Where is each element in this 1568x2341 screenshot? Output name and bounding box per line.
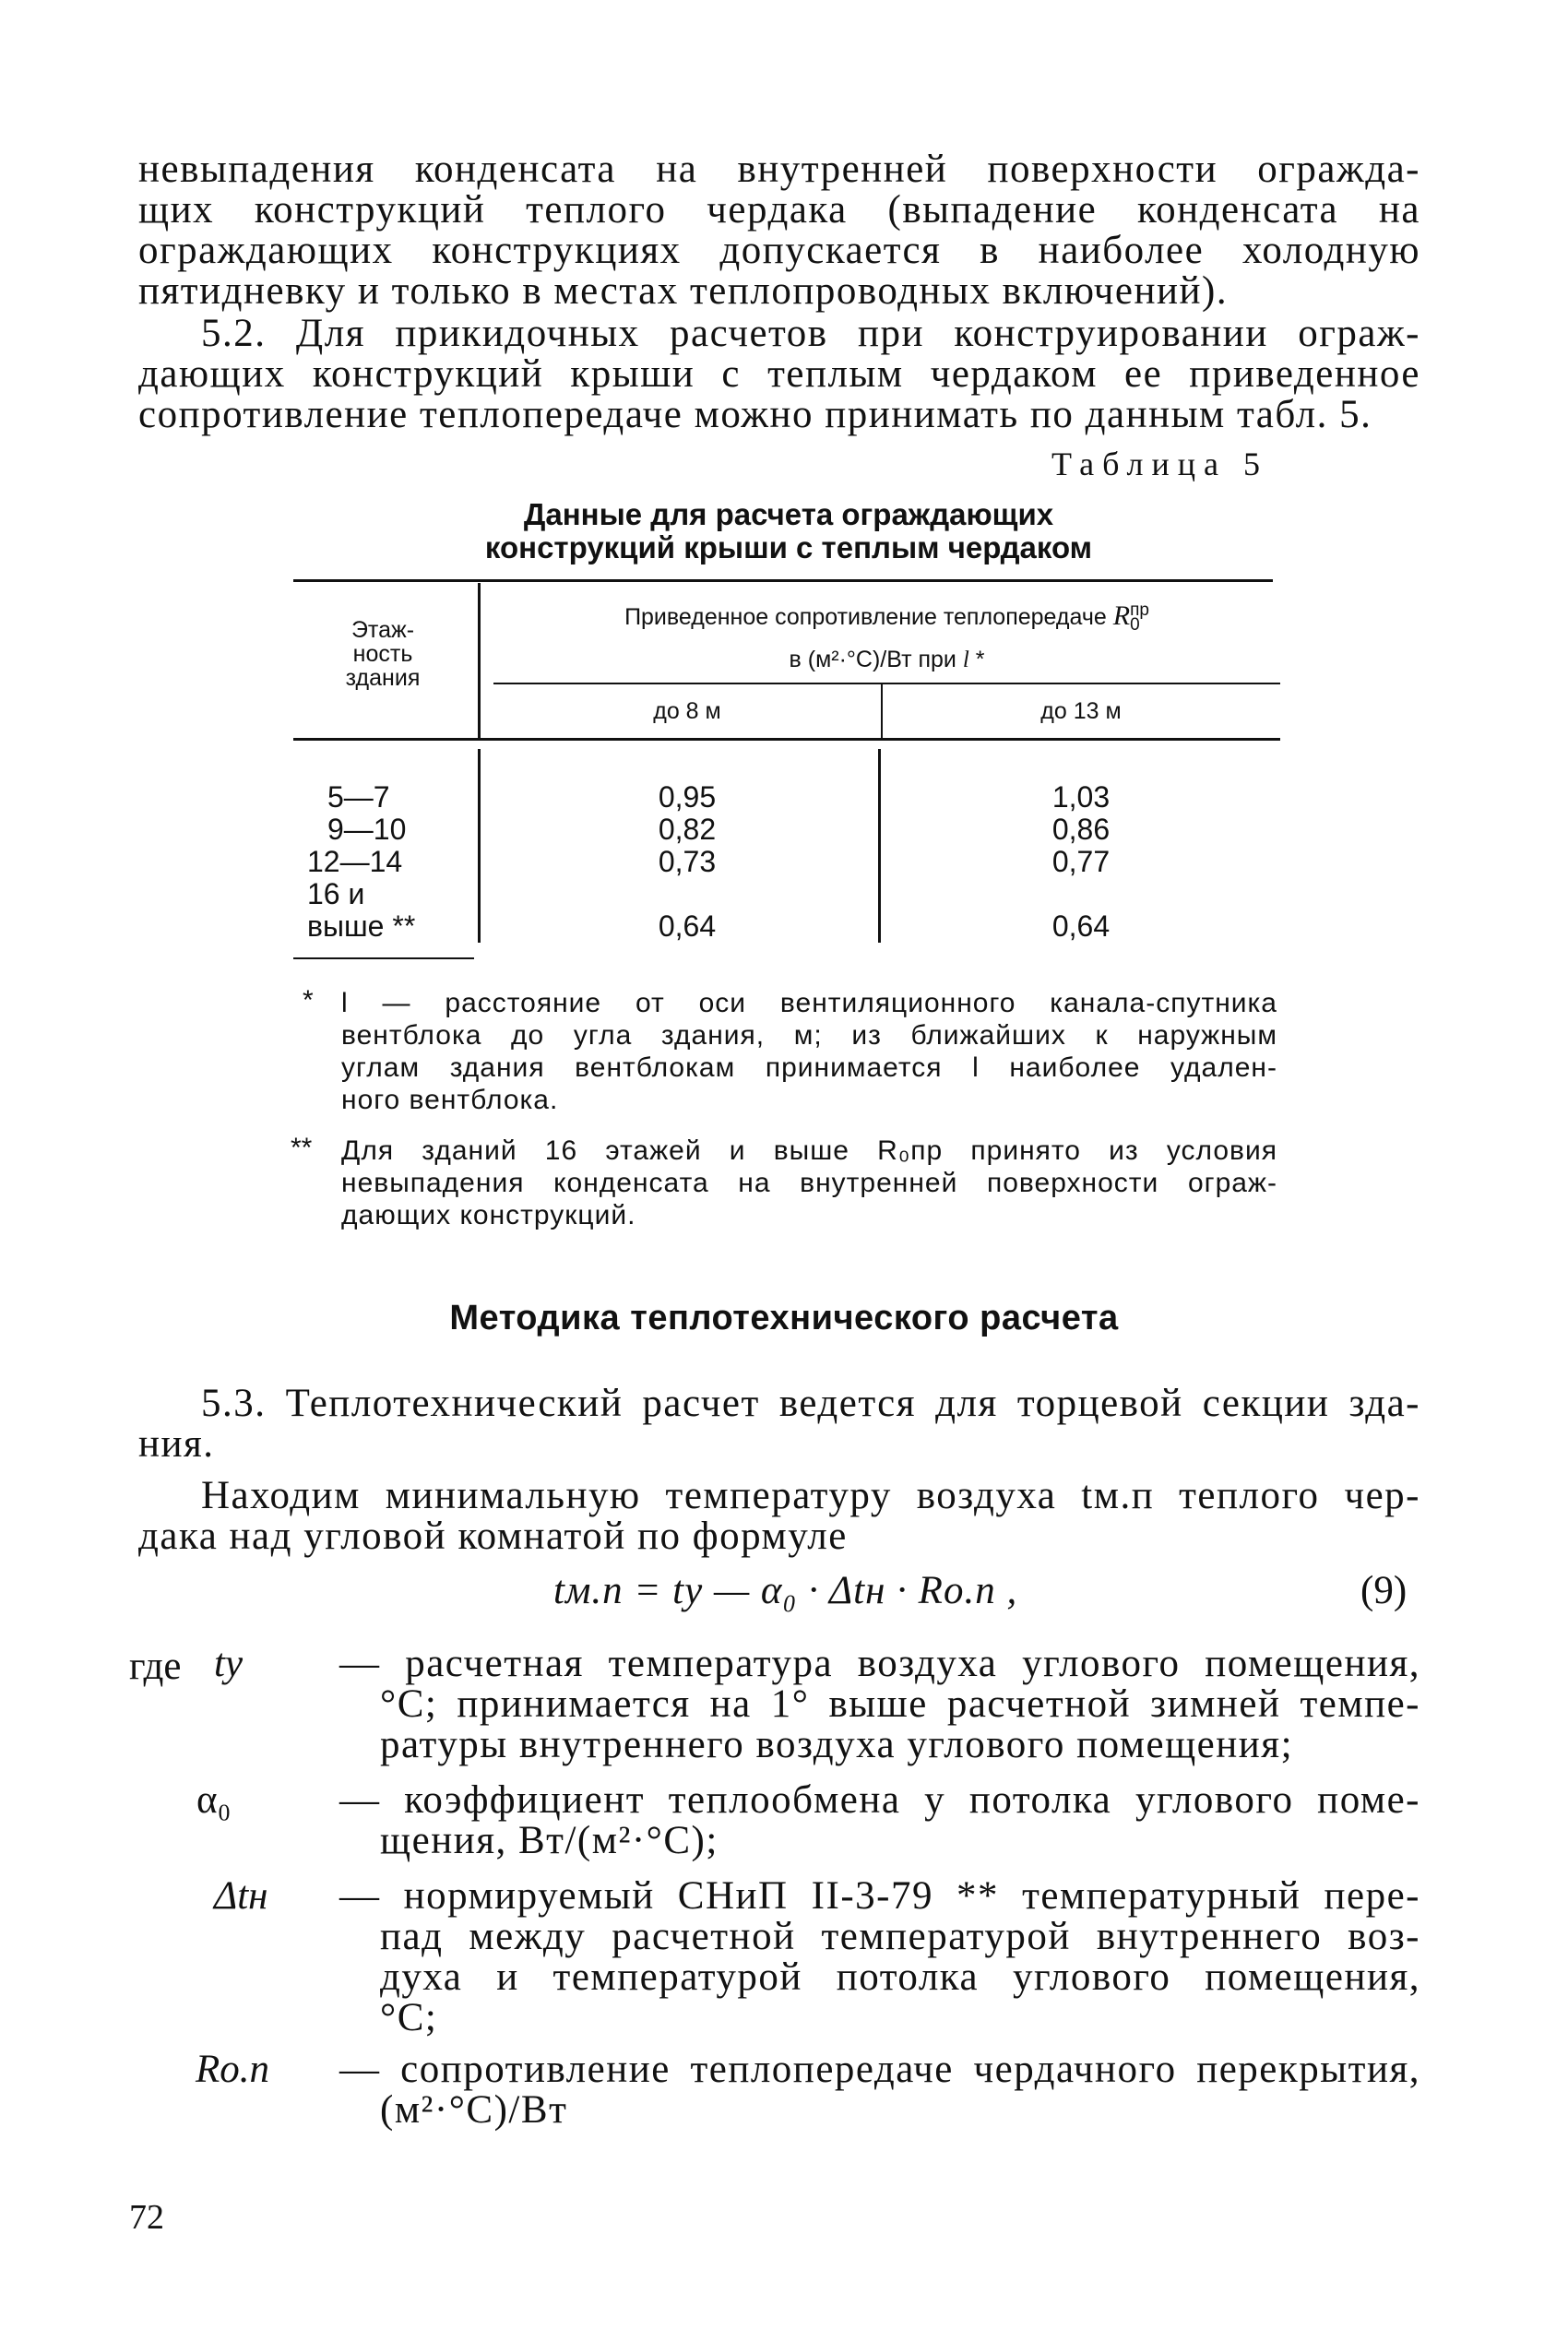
definition-symbol: α₀ <box>196 1778 232 1822</box>
footnote-line: дающих конструкций. <box>341 1200 636 1230</box>
para-find-line: дака над угловой комнатой по формуле <box>138 1515 848 1558</box>
table-column-8m <box>493 781 881 943</box>
paragraph-5-3 <box>138 1384 1420 1465</box>
footnote-2-mark: ** <box>291 1133 313 1163</box>
footnote-line: вентблока до угла здания, м; из ближайших к наружным <box>341 1020 1277 1051</box>
footnote-2 <box>341 1135 1277 1231</box>
table-cell-value: 1,03 <box>1051 780 1111 814</box>
intro-line: невыпадения конденсата на внутренней поверхности огражда- <box>138 148 1420 191</box>
intro-paragraph <box>138 149 1420 312</box>
definition-text: — расчетная температура воздуха углового помещения, °С; принимается на 1° выше расчетной зимней темпе- ратуры внутреннего воздуха углового помещения; <box>339 1642 1420 1766</box>
formula: tм.п = tу — α₀ · Δtн · Rо.п , <box>553 1569 1018 1612</box>
table-label: Таблица 5 <box>1051 446 1268 482</box>
definition-symbol: Rо.п <box>196 2048 270 2091</box>
table-title-line: конструкций крыши с теплым чердаком <box>484 530 1093 564</box>
group-header-text: Приведенное сопротивление теплопередаче <box>624 604 1107 630</box>
paragraph-5-2 <box>138 314 1420 435</box>
intro-line: щих конструкций теплого чердака (выпадение конденсата на <box>138 188 1420 232</box>
r-symbol: R <box>1112 600 1131 631</box>
table-subheader-rule <box>493 683 1280 684</box>
section-heading: Методика теплотехнического расчета <box>449 1299 1119 1337</box>
table-col-divider <box>478 749 481 943</box>
table-cell-value: 0,64 <box>658 909 717 943</box>
table-cell-floors: 5—7 <box>327 780 390 814</box>
footnote-line: невыпадения конденсата на внутренней поверхности ограж- <box>341 1168 1277 1198</box>
table-header-col1: до 8 м <box>653 698 721 724</box>
definition-text: — нормируемый СНиП II-3-79 ** температурный пере- пад между расчетной температурой внутреннего воз- духа и температурой потолка углового помещения, °С; <box>339 1874 1420 2039</box>
definition-text: — коэффициент теплообмена у потолка углового поме- щения, Вт/(м²·°С); <box>339 1778 1420 1862</box>
l-variable: l <box>962 648 969 672</box>
table-title <box>406 498 1171 564</box>
definition-text: — сопротивление теплопередаче чердачного перекрытия, (м²·°С)/Вт <box>339 2048 1420 2132</box>
where-word: где <box>129 1645 182 1688</box>
paragraph-find <box>138 1476 1420 1557</box>
table-header-col2: до 13 м <box>1040 698 1122 724</box>
footnote-1-mark: * <box>303 985 314 1016</box>
footnote-1 <box>341 987 1277 1116</box>
para-5-2-line: 5.2. Для прикидочных расчетов при конструировании ограж- <box>201 312 1420 355</box>
table-cell-value: 0,82 <box>658 813 717 846</box>
footnote-line: ного вентблока. <box>341 1085 559 1115</box>
table-cell-value: 0,64 <box>1051 909 1111 943</box>
table-cell-floors: 9—10 <box>327 813 407 846</box>
intro-line: ограждающих конструкциях допускается в наиболее холодную <box>138 229 1420 272</box>
r-superscript: пр <box>1130 600 1149 621</box>
para-5-2-line: сопротивление теплопередаче можно принимать по данным табл. 5. <box>138 393 1372 436</box>
para-5-3-line: ния. <box>138 1422 215 1466</box>
footnote-line: углам здания вентблокам принимается l наиболее удален- <box>341 1052 1277 1083</box>
table-title-line: Данные для расчета ограждающих <box>523 497 1054 531</box>
para-5-2-line: дающих конструкций крыши с теплым чердаком ее приведенное <box>138 352 1420 396</box>
para-5-3-line: 5.3. Теплотехнический расчет ведется для торцевой секции зда- <box>201 1382 1420 1425</box>
table-top-rule <box>293 579 1273 582</box>
definition-symbol: tу <box>214 1642 244 1685</box>
r-subscript: 0 <box>1130 615 1140 636</box>
page-number: 72 <box>129 2198 164 2237</box>
table-cell-value: 0,73 <box>658 845 717 878</box>
table-cell-floors: выше ** <box>307 909 416 943</box>
table-column-13m <box>883 781 1279 943</box>
table-header-floors: Этаж- ность здания <box>345 617 421 691</box>
table-cell-floors: 12—14 <box>307 845 403 878</box>
intro-line: пятидневку и только в местах теплопроводных включений). <box>138 269 1229 313</box>
table-col-divider <box>478 583 481 738</box>
table-cell-floors: 16 и <box>307 877 365 910</box>
table-header-rule <box>293 738 1280 741</box>
l-footnote-mark: * <box>968 647 985 672</box>
table-bottom-rule <box>293 957 474 959</box>
table-cell-value: 0,77 <box>1051 845 1111 878</box>
para-find-line: Находим минимальную температуру воздуха tм.п теплого чер- <box>201 1474 1420 1517</box>
formula-number: (9) <box>1360 1569 1408 1612</box>
table-column-floors <box>307 781 473 943</box>
definition-symbol: Δtн <box>214 1874 268 1918</box>
group-header-units: в (м²·°С)/Вт при <box>789 647 956 672</box>
table-header-group <box>493 600 1280 677</box>
table-cell-value: 0,86 <box>1051 813 1111 846</box>
footnote-line: l — расстояние от оси вентиляционного канала-спутника <box>341 988 1277 1018</box>
footnote-line: Для зданий 16 этажей и выше R₀пр принято из условия <box>341 1135 1277 1166</box>
table-cell-value: 0,95 <box>658 780 717 814</box>
